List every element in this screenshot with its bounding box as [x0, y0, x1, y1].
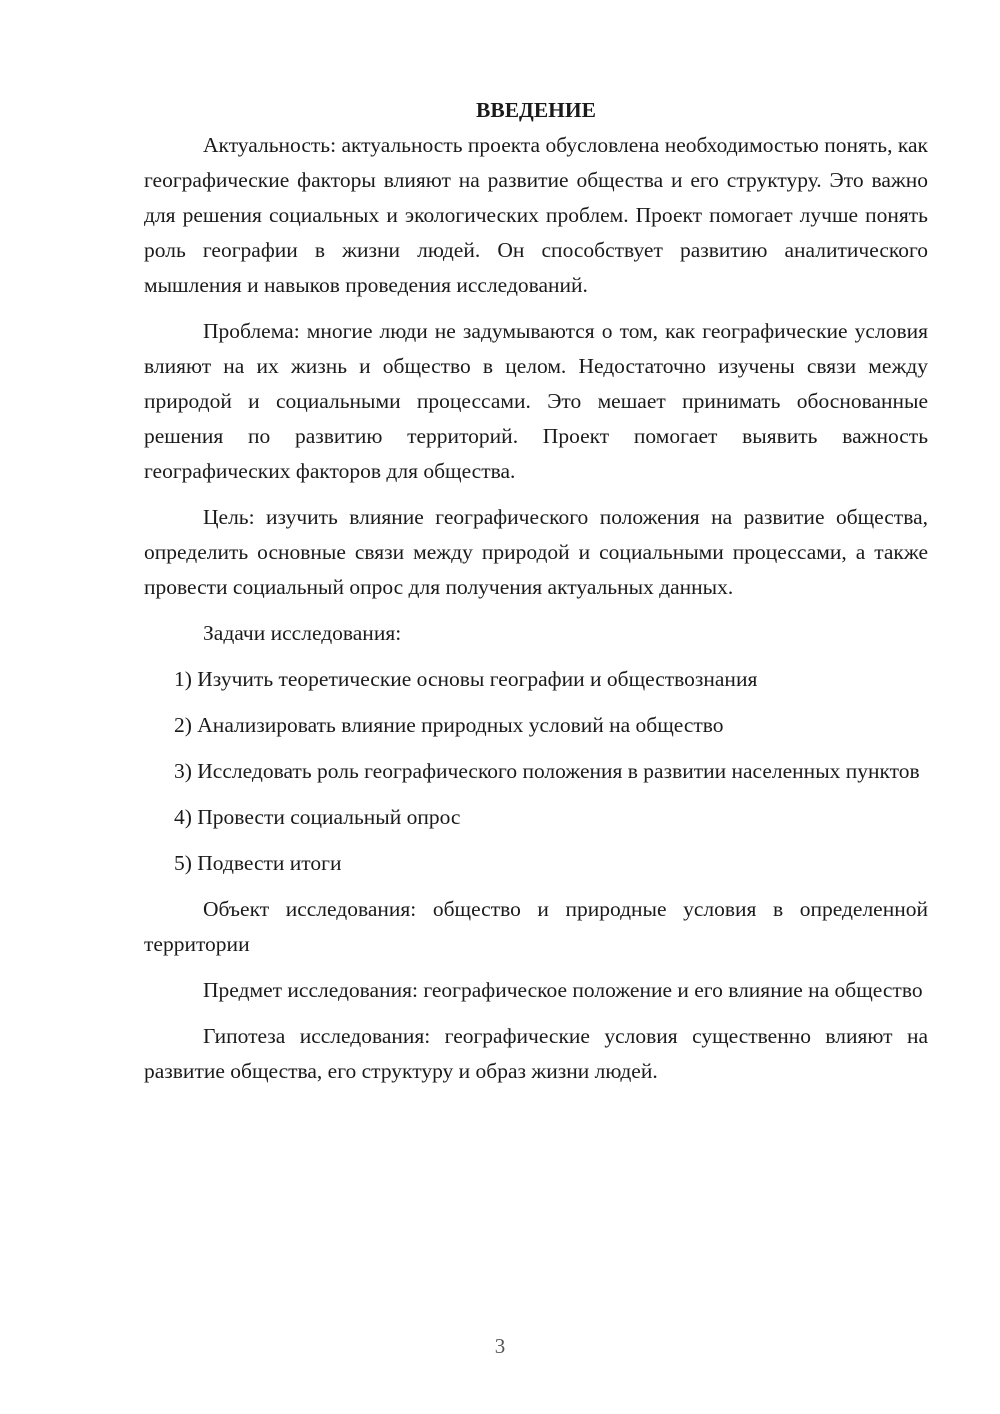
goal-paragraph: Цель: изучить влияние географического положения на развитие общества, определить основные связи между природой и социальными процессами, а также провести социальный опрос для получения актуальных данных. [144, 505, 928, 599]
task-item-1: 1) Изучить теоретические основы географии и обществознания [174, 667, 758, 691]
subject-paragraph: Предмет исследования: географическое положение и его влияние на общество [203, 978, 923, 1002]
task-item-3: 3) Исследовать роль географического положения в развитии населенных пунктов [174, 759, 920, 783]
page-body [144, 93, 928, 1100]
task-item-5: 5) Подвести итоги [174, 851, 342, 875]
hypothesis-paragraph: Гипотеза исследования: географические условия существенно влияют на развитие общества, его структуру и образ жизни людей. [144, 1024, 928, 1083]
tasks-heading: Задачи исследования: [203, 621, 402, 645]
task-item-2: 2) Анализировать влияние природных условий на общество [174, 713, 724, 737]
page-number: 3 [494, 1334, 506, 1358]
task-item-4: 4) Провести социальный опрос [174, 805, 461, 829]
object-paragraph: Объект исследования: общество и природные условия в определенной территории [144, 897, 928, 956]
page-title: ВВЕДЕНИЕ [476, 98, 596, 122]
problem-paragraph: Проблема: многие люди не задумываются о том, как географические условия влияют на их жизнь и общество в целом. Недостаточно изучены связи между природой и социальными процессами. Это мешает принимать обоснованные решения по развитию территорий. Проект помогает выявить важность географических факторов для общества. [144, 319, 928, 483]
relevance-paragraph: Актуальность: актуальность проекта обусловлена необходимостью понять, как географические факторы влияют на развитие общества и его структуру. Это важно для решения социальных и экологических проблем. Проект помогает лучше понять роль географии в жизни людей. Он способствует развитию аналитического мышления и навыков проведения исследований. [144, 133, 928, 297]
